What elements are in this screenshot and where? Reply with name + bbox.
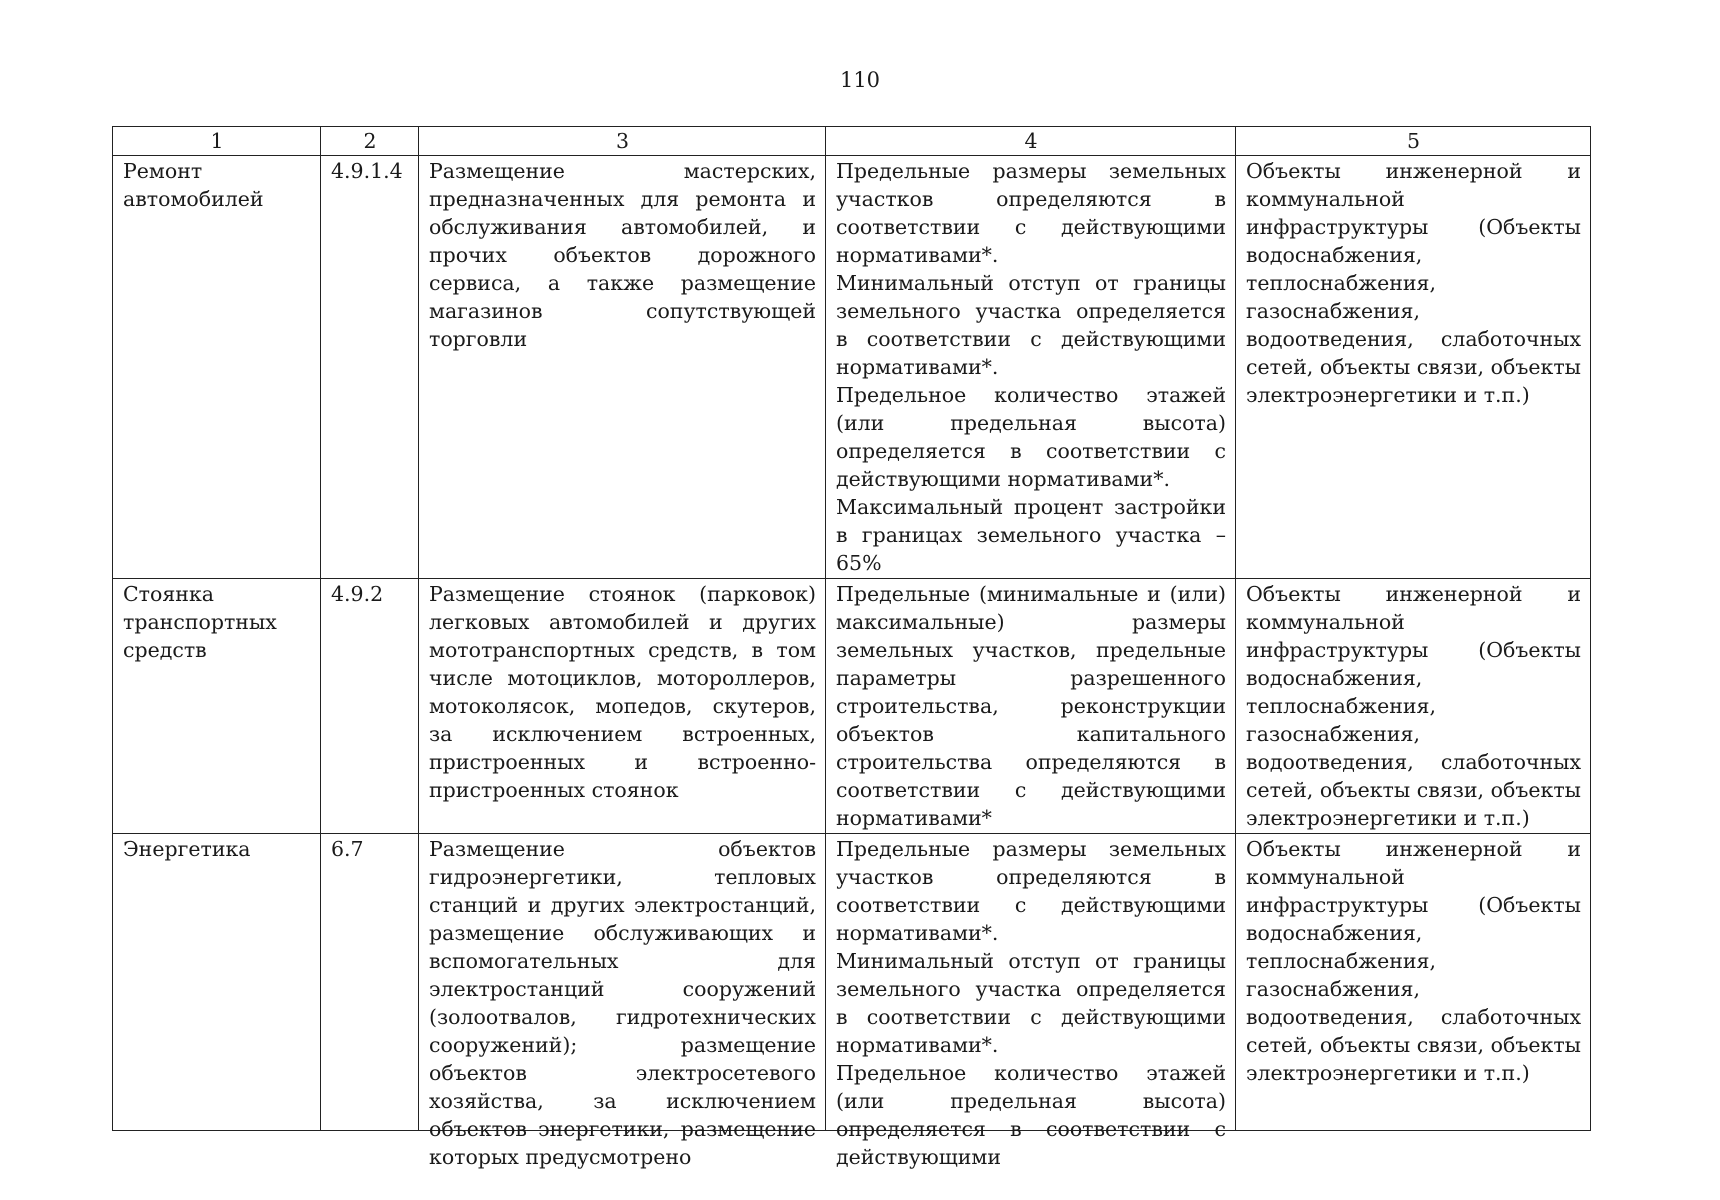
use-code: 6.7 [321, 834, 419, 1131]
parameter-text: Максимальный процент застройки в границах земельного участка – 65% [836, 495, 1226, 575]
table-row [113, 579, 1591, 834]
parameter-text: Минимальный отступ от границы земельного участка определяется в соответствии с действующими нормативами*. [836, 949, 1226, 1057]
use-description: Размещение стоянок (парковок) легковых автомобилей и других мототранспортных средств, в том числе мотоциклов, мотороллеров, мотоколясок, мопедов, скутеров, за исключением встроенных, пристроенных и встроенно-пристроенных стоянок [419, 579, 826, 834]
use-name: Стоянка транспортных средств [113, 579, 321, 834]
parameter-text: Минимальный отступ от границы земельного участка определяется в соответствии с действующими нормативами*. [836, 271, 1226, 379]
page-number: 110 [839, 68, 881, 92]
description-clip: Размещение объектов гидроэнергетики, тепловых станций и других электростанций, размещение обслуживающих и вспомогательных для электростанций сооружений (золоотвалов, гидротехнических сооружений); размещение объектов электросетевого хозяйства, за исключением объектов энергетики, размещение которых предусмотрено [429, 837, 816, 1169]
parameters-clip [836, 835, 1226, 1169]
land-use-table [112, 126, 1591, 1169]
parameter-text: Предельное количество этажей (или предельная высота) определяется в соответствии с действующими нормативами*. [836, 383, 1226, 491]
column-header-5: 5 [1236, 127, 1591, 156]
parameter-text: Предельные размеры земельных участков определяются в соответствии с действующими нормативами*. [836, 159, 1226, 267]
use-code: 4.9.1.4 [321, 156, 419, 579]
table-row [113, 834, 1591, 1131]
parameter-text: Предельные размеры земельных участков определяются в соответствии с действующими нормативами*. [836, 837, 1226, 945]
use-name: Энергетика [113, 834, 321, 1131]
related-objects: Объекты инженерной и коммунальной инфраструктуры (Объекты водоснабжения, теплоснабжения, газоснабжения, водоотведения, слаботочных сетей, объекты связи, объекты электроэнергетики и т.п.) [1236, 156, 1591, 579]
use-code: 4.9.2 [321, 579, 419, 834]
use-parameters [826, 579, 1236, 834]
column-number-row [113, 127, 1591, 156]
use-name: Ремонт автомобилей [113, 156, 321, 579]
parameter-text: Предельное количество этажей (или предельная высота) определяется в соответствии с действующими [836, 1061, 1226, 1169]
use-parameters [826, 156, 1236, 579]
related-objects: Объекты инженерной и коммунальной инфраструктуры (Объекты водоснабжения, теплоснабжения, газоснабжения, водоотведения, слаботочных сетей, объекты связи, объекты электроэнергетики и т.п.) [1236, 579, 1591, 834]
column-header-3: 3 [419, 127, 826, 156]
column-header-1: 1 [113, 127, 321, 156]
use-description [419, 834, 826, 1169]
table-row [113, 156, 1591, 579]
use-description: Размещение мастерских, предназначенных для ремонта и обслуживания автомобилей, и прочих объектов дорожного сервиса, а также размещение магазинов сопутствующей торговли [419, 156, 826, 579]
column-header-2: 2 [321, 127, 419, 156]
related-objects: Объекты инженерной и коммунальной инфраструктуры (Объекты водоснабжения, теплоснабжения, газоснабжения, водоотведения, слаботочных сетей, объекты связи, объекты электроэнергетики и т.п.) [1236, 834, 1591, 1131]
column-header-4: 4 [826, 127, 1236, 156]
parameter-text: Предельные (минимальные и (или) максимальные) размеры земельных участков, предельные параметры разрешенного строительства, реконструкции объектов капитального строительства определяются в соответствии с действующими нормативами* [836, 582, 1226, 830]
use-parameters [826, 834, 1236, 1169]
